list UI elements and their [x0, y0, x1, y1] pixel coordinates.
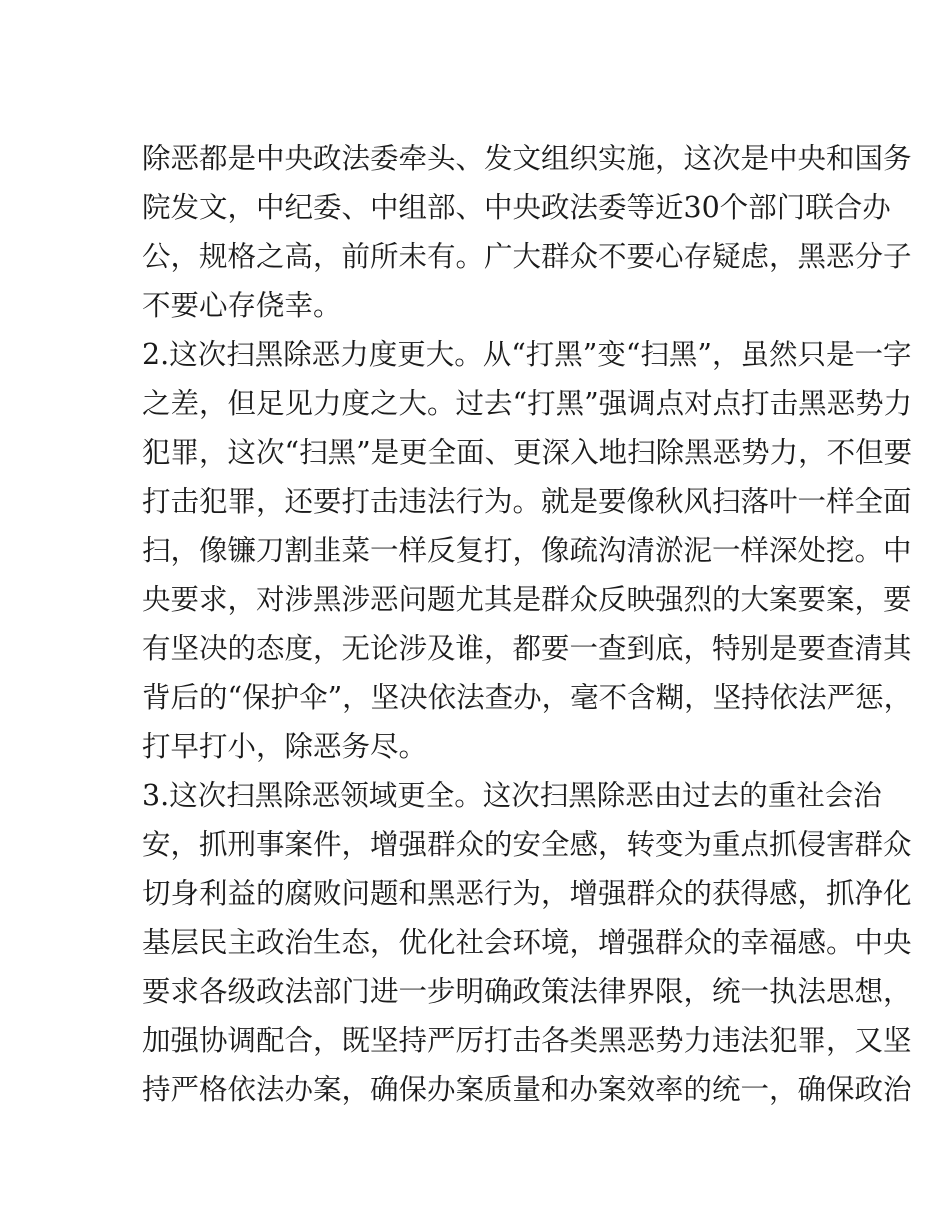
text-line: 有坚决的态度，无论涉及谁，都要一查到底，特别是要查清其: [142, 632, 912, 665]
text-line: 央要求，对涉黑涉恶问题尤其是群众反映强烈的大案要案，要: [142, 583, 912, 616]
text-line: 切身利益的腐败问题和黑恶行为，增强群众的获得感，抓净化: [142, 877, 912, 910]
text-line: 加强协调配合，既坚持严厉打击各类黑恶势力违法犯罪，又坚: [142, 1024, 912, 1057]
section-2-heading-line: 2.这次扫黑除恶力度更大。从“打黑”变“扫黑”，虽然只是一字: [142, 338, 912, 371]
text-line: 打早打小，除恶务尽。: [142, 730, 428, 763]
section-3-heading-line: 3.这次扫黑除恶领域更全。这次扫黑除恶由过去的重社会治: [142, 779, 882, 812]
text-line: 扫，像镰刀割韭菜一样反复打，像疏沟清淤泥一样深处挖。中: [142, 534, 912, 567]
text-line: 犯罪，这次“扫黑”是更全面、更深入地扫除黑恶势力，不但要: [142, 436, 913, 469]
text-line: 院发文，中纪委、中组部、中央政法委等近30个部门联合办: [142, 191, 891, 224]
text-line: 基层民主政治生态，优化社会环境，增强群众的幸福感。中央: [142, 926, 912, 959]
text-line: 公，规格之高，前所未有。广大群众不要心存疑虑，黑恶分子: [142, 240, 912, 273]
text-line: 安，抓刑事案件，增强群众的安全感，转变为重点抓侵害群众: [142, 828, 912, 861]
text-line: 背后的“保护伞”，坚决依法查办，毫不含糊，坚持依法严惩，: [142, 681, 913, 714]
text-line: 除恶都是中央政法委牵头、发文组织实施，这次是中央和国务: [142, 142, 912, 175]
text-line: 打击犯罪，还要打击违法行为。就是要像秋风扫落叶一样全面: [142, 485, 912, 518]
text-line: 不要心存侥幸。: [142, 289, 342, 322]
text-line: 之差，但足见力度之大。过去“打黑”强调点对点打击黑恶势力: [142, 387, 913, 420]
text-line: 持严格依法办案，确保办案质量和办案效率的统一，确保政治: [142, 1073, 912, 1106]
document-page: [142, 134, 913, 1114]
text-line: 要求各级政法部门进一步明确政策法律界限，统一执法思想，: [142, 975, 912, 1008]
